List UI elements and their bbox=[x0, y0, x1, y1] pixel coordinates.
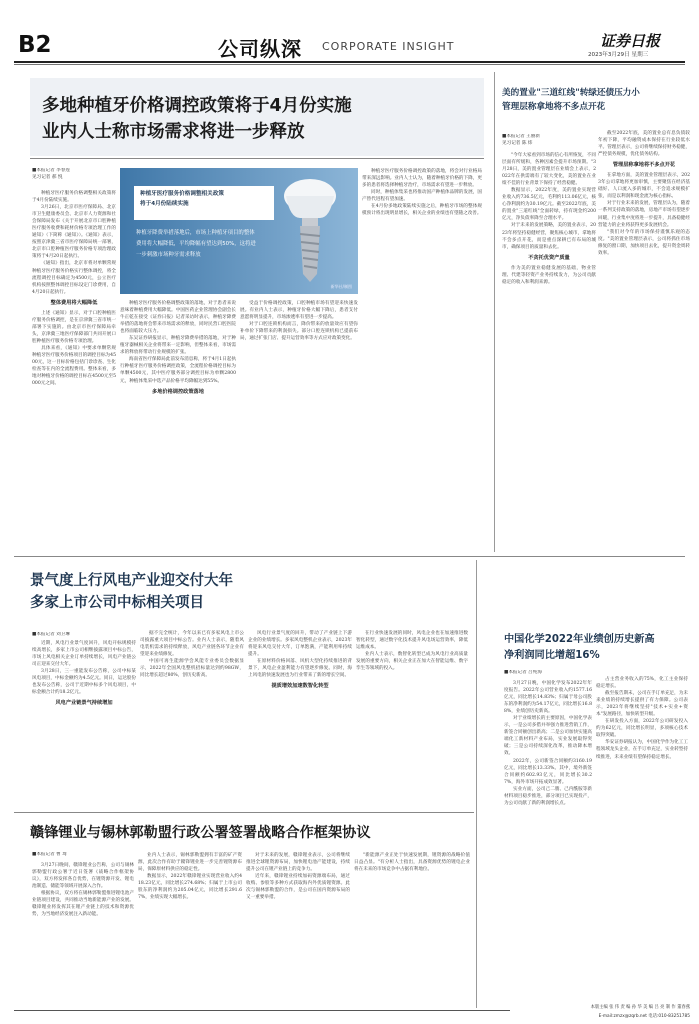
story4-paragraph: 对于业绩增长的主要原因，中国化学表示，一是公司多措并举强力推进营销工作，新签合同额创出新高；二是公司加快实施高端化工新材料产业布局，实业发展取得突破；三是公司持续深化改革，推动降本增效。 bbox=[504, 716, 592, 757]
story4-headline: 中国化学2022年业绩创历史新高 净利润同比增超16% bbox=[504, 634, 655, 661]
story5-paragraph: "新能源产业正处于快速发展期，锂资源的战略价值日益凸显。"有分析人士指出，具备资源优势的锂电企业将在未来的市场竞争中占据有利地位。 bbox=[354, 853, 470, 873]
footer-contact: E-mail:zmzx@zqrb.net 电话:010-83251785 bbox=[598, 1014, 690, 1019]
page-header bbox=[0, 0, 699, 62]
story1-paragraph: 对于口腔连锁机构而言，降价带来的放量效应有望弥补单价下降带来的利润损失。部分口腔连锁机构已提前布局，通过扩张门店、提升运营效率等方式应对政策变化。 bbox=[240, 322, 358, 342]
story4-col2 bbox=[596, 676, 688, 1008]
story3-headline: 景气度上行风电产业迎交付大年 多家上市公司中标相关项目 bbox=[30, 573, 233, 611]
story3-col1 bbox=[32, 640, 136, 808]
story1-byline: ■本报记者 李春莲 见习记者 郝 悦 bbox=[32, 168, 70, 180]
section-rule bbox=[14, 812, 474, 813]
story3-paragraph: 中国可再生能源学会风能专业委员会数据显示，2022年全国风电整机招标量达到约98GW，同比增长超过80%，创历史新高。 bbox=[140, 659, 244, 679]
story1-paragraph: 同时，种植体集采也将推动国产种植体品牌的发展，国产替代进程有望加速。 bbox=[362, 190, 482, 203]
story5-headline: 赣锋锂业与锡林郭勒盟行政公署签署战略合作框架协议 bbox=[30, 825, 371, 841]
story3-col3 bbox=[248, 630, 352, 808]
tooth-crown-lower bbox=[286, 196, 334, 218]
story1-col2 bbox=[120, 300, 236, 552]
story1-subhead: 多地价格调控政策落地 bbox=[152, 388, 204, 395]
story1-paragraph: 在4月份多地政策陆续实施之后，种植牙市场的整体规模预计将出现明显增长，相关企业的业绩也有望随之改善。 bbox=[362, 204, 482, 217]
page-number: B2 bbox=[18, 32, 52, 58]
story5-col1 bbox=[32, 862, 134, 1008]
story4-paragraph: 实业方面，公司己二腈、己内酰胺等新材料项目稳步推进，部分项目已实现投产，为公司贡献了新的利润增长点。 bbox=[504, 786, 592, 806]
story4-paragraph: 2022年，公司新签合同额约3160.19亿元，同比增长13.33%。其中，境外新签合同额约602.93亿元，同比增长30.27%，海外市场开拓成效显著。 bbox=[504, 758, 592, 785]
story1-paragraph: 具体来看，《通知》中要求单颗常规种植牙医疗服务价格项目的调控目标为4500元，这一目标价格包括门诊诊查、生化检查等在内的全流程费用。整体来看，多地对种植牙价格的调控目标在4500元至5000元之间。 bbox=[32, 345, 116, 387]
story2-paragraph: "我们对今年的市场保持谨慎乐观的态度。"美的置业管理层表示，公司将抓住市场修复的窗口期，加快项目去化，提升资金周转效率。 bbox=[598, 229, 690, 256]
story5-byline: ■本报记者 曹 琦 bbox=[32, 852, 67, 857]
story2-paragraph: 对于行业未来的发展，管理层认为，随着一系列支持政策的落地，房地产市场有望逐步回暖，行业集中度将进一步提升，具备稳健经营能力的企业将获得更多发展机会。 bbox=[598, 201, 690, 228]
story5-paragraph: 根据协议，双方将在锡林郭勒盟推进锂电池产业链项目建设，共同推动当地新能源产业的发展。赣锋锂业将发挥其在锂产业链上的技术和资源优势，为当地经济发展注入新动能。 bbox=[32, 891, 134, 918]
story3-col4 bbox=[356, 630, 468, 808]
story2-paragraph: "今年大家看到市场的信心有所恢复，不同层面有所缓和，各种因素会提升市场预期。"3月28日，美的置业管理层在业绩会上表示，2022年在供需端有了较大变化，美的置业在业绩不佳的行业背景下保持了经营稳健。 bbox=[502, 153, 596, 187]
infographic-title-box bbox=[134, 186, 274, 220]
story1-headline: 多地种植牙价格调控政策将于4月份实施 业内人士称市场需求将进一步释放 bbox=[42, 96, 352, 142]
story1-paragraph: 种植牙医疗服务价格调整相关政策将于4月份陆续实施。 bbox=[32, 191, 116, 204]
story3-paragraph: 近期，风电行业景气度回升，风电开标规模持续高增长，多家上市公司相继披露项目中标公告，市场上风电相关企业订单持续增长，风电产业链公司正迎来交付大年。 bbox=[32, 641, 136, 668]
story2-paragraph: 截至2022年底，美的置业总有息负债较年初下降，平均融资成本保持在行业较低水平。管理层表示，公司将继续保持财务稳健，严控债务规模，优化债务结构。 bbox=[598, 131, 690, 158]
story4-byline: ■本报记者 吕纯海 bbox=[504, 670, 542, 675]
issue-date: 2023年3月29日 星期三 bbox=[588, 52, 649, 58]
column-divider bbox=[494, 72, 495, 552]
story1-infographic bbox=[120, 168, 358, 294]
infographic-body: 种植牙降费举措落地后，市场上种植牙项目的整体费用将大幅降低，平均降幅有望达到50%，这将进一步刺激市场种牙需求释放 bbox=[136, 230, 256, 258]
story5-paragraph: 对于未来的发展，赣锋锂业表示，公司将继续推进全球锂资源布局，加快锂电池产能建设，持续提升公司在锂产业链上的竞争力。 bbox=[246, 853, 350, 873]
story3-paragraph: 在行业快速发展的同时，风电企业也在加速推进数智化转型，通过数字化技术提升风电场运营效率，降低运维成本。 bbox=[356, 631, 468, 651]
story1-paragraph: 种植牙医疗服务价格调整政策的落地，对于患者来说意味着种植费用大幅降低。中国医药企业管理协会副会长牛正乾在接受《证券日报》记者采访时表示，种植牙降费举措的落地将会带来市场需求的释放，同时民营口腔医院也将面临较大压力。 bbox=[120, 301, 236, 335]
story2-byline: ■本报记者 王丽新 见习记者 陈 炜 bbox=[502, 134, 540, 146]
story4-col1 bbox=[504, 680, 592, 1008]
header-rule bbox=[14, 61, 685, 63]
story2-paragraph: 作为美的置业稳健发展的基础，物业管理、代建等轻资产业务持续发力，为公司贡献稳定的收入和利润来源。 bbox=[502, 265, 596, 285]
story3-subhead: 风电产业链景气持续增加 bbox=[55, 700, 113, 707]
story1-col1 bbox=[32, 190, 116, 552]
story4-paragraph: 截至报告期末，公司在手订单充足，为未来业绩的持续增长提供了有力保障。公司表示，2023年将继续坚持"技术+实业+资本"发展路径，加快转型升级。 bbox=[596, 691, 688, 718]
tooth-implant-illustration bbox=[270, 174, 350, 286]
story5-paragraph: 近年来，赣锋锂业持续加码资源端布局，通过收购、参股等多种方式获取海内外优质锂资源。此次与锡林郭勒盟的合作，是公司在国内资源布局的又一重要举措。 bbox=[246, 874, 350, 901]
infographic-title-line2: 将于4月份陆续实施 bbox=[140, 201, 189, 207]
story5-col3 bbox=[246, 852, 350, 1008]
story1-subhead: 整体费用将大幅降低 bbox=[50, 299, 98, 306]
story1-paragraph: 《通知》指出，北京市将对单颗常规种植牙医疗服务价格实行整体调控，将全流程调控目标确定为4500元，公立医疗机构按照整体调控目标设定门诊费用，自4月20日起执行。 bbox=[32, 261, 116, 295]
story1-paragraph: 受益于价格调控政策，口腔种植市场有望迎来快速发展。有业内人士表示，种植牙价格大幅下降后，患者支付意愿将明显提升，市场渗透率有望进一步提高。 bbox=[240, 301, 358, 321]
column-divider bbox=[476, 560, 477, 1008]
story3-paragraph: 风电行业景气度的回升，带动了产业链上下游企业的业绩增长。多家风电整机企业表示，2023年将迎来风电交付大年，订单饱满，产能利用率持续提升。 bbox=[248, 631, 352, 658]
story2-col2 bbox=[598, 130, 690, 552]
story3-subhead: 提质增效加速数智化转型 bbox=[271, 683, 329, 690]
implant-abutment bbox=[302, 218, 318, 226]
story4-paragraph: 华安证券研报认为，中国化学作为化工工程领域龙头企业，在手订单充足，实业转型持续推进，未来业绩有望保持稳定增长。 bbox=[596, 740, 688, 760]
newspaper-logo: 证券日报 bbox=[600, 32, 661, 50]
story5-paragraph: 业内人士表示，锡林郭勒盟拥有丰富的矿产资源，此次合作有助于赣锋锂业进一步完善锂资源布局，保障原材料供应的稳定性。 bbox=[138, 853, 242, 873]
story4-paragraph: 占主营业务收入的75%，化工主业保持稳定增长。 bbox=[596, 677, 688, 690]
story2-col1 bbox=[502, 152, 596, 552]
story5-col4 bbox=[354, 852, 470, 1008]
story2-subhead: 不贪托优资产质量 bbox=[528, 254, 570, 261]
section-title: 公司纵深 bbox=[218, 37, 302, 61]
story4-paragraph: 3月27日晚，中国化学发布2022年年度报告。2022年公司营业收入约1577.16亿元，同比增长14.83%；归属于母公司股东的净利润约为54.17亿元，同比增长16.88%，业绩创历史新高。 bbox=[504, 681, 592, 715]
story5-paragraph: 数据显示，2022年赣锋锂业实现营业收入约418.23亿元，同比增长274.68%；归属于上市公司股东的净利润约为205.04亿元，同比增长291.67%，业绩实现大幅增长。 bbox=[138, 874, 242, 901]
story1-headline-rule bbox=[30, 158, 484, 159]
story4-paragraph: 在研发投入方面，2022年公司研发投入约为62亿元，同比增长明显，多项核心技术取得突破。 bbox=[596, 719, 688, 739]
header-rule-thin bbox=[14, 64, 685, 65]
section-title-en: CORPORATE INSIGHT bbox=[322, 40, 455, 53]
story1-paragraph: 3月26日，北京市医疗保障局、北京市卫生健康委员会、北京市人力资源和社会保障局发布《关于开展北京市口腔种植医疗服务收费和耗材价格专项治理工作的通知》（下简称《通知》）。《通知》表示，按照京津冀三省市医疗保障局统一部署，北京市口腔种植医疗服务价格专项治理政策将于4月20日起执行。 bbox=[32, 205, 116, 260]
story1-paragraph: 东吴证券研报显示，种植牙降费举措的落地，对于种植牙器械相关企业将带来一定影响，但整体来看，市场需求的释放将带动行业规模的扩张。 bbox=[120, 336, 236, 356]
infographic-title: 种植牙医疗服务价格调整相关政策 bbox=[140, 191, 224, 197]
story3-paragraph: 3月28日，三一重能发布公告称，公司中标某风电项目，中标金额约为4.5亿元。同日，运达股份也发布公告称，公司于近期中标多个风电项目，中标金额合计约18.2亿元。 bbox=[32, 669, 136, 696]
story3-paragraph: 业内人士表示，数智化转型已成为风电行业高质量发展的重要方向，相关企业正在加大在智能运维、数字孪生等领域的投入。 bbox=[356, 652, 468, 672]
story3-byline: ■本报记者 刘卫琳 bbox=[32, 632, 70, 637]
story3-paragraph: 在原材料价格回落、风机大型化持续推进的背景下，风电企业盈利能力有望逐步修复。同时，海上风电的快速发展也为行业带来了新的增长空间。 bbox=[248, 659, 352, 679]
story5-paragraph: 3月27日晚间，赣锋锂业公告称，公司与锡林郭勒盟行政公署于近日签署《战略合作框架协议》，双方将发挥各自优势，在锂资源开发、锂电池制造、储能等领域开展深入合作。 bbox=[32, 863, 134, 890]
story1-paragraph: 种植牙医疗服务价格调控政策的落地，将会对行业格局带来深远影响。业内人士认为，随着种植牙价格的下降，更多的患者将选择种植牙治疗，市场需求有望进一步释放。 bbox=[362, 169, 482, 189]
story1-col4 bbox=[362, 168, 482, 552]
infographic-credit: 新华社/制图 bbox=[330, 284, 352, 289]
story1-headline-box bbox=[30, 78, 484, 156]
story2-paragraph: 对于未来的发展策略，美的置业表示，2023年将坚持稳健经营，聚焦核心城市，拿地将不会多点开花，而是重点深耕已有布局的城市，确保项目的质量和去化。 bbox=[502, 223, 596, 250]
story1-paragraph: 海南省医疗保障局此前发布消息称，将于4月1日起执行种植牙医疗服务价格调控政策，全流程价格调控目标为单颗4500元，其中医疗服务部分调控目标为单颗2800元，种植体集采中选产品价格平均降幅达到55%。 bbox=[120, 357, 236, 384]
story1-col3 bbox=[240, 300, 358, 552]
footer-credits: 本版主编 张 伟 责 编 孙 华 美 编 吕 亮 制 作 董春燕 bbox=[510, 1004, 690, 1012]
story2-paragraph: 在拿地方面，美的置业管理层表示，2023年公司拿地将更加审慎，主要聚焦在经济基础好、人口流入多的城市，不会追求规模扩张，而是以利润和现金流为核心指标。 bbox=[598, 173, 690, 200]
story1-paragraph: 上述《通知》显示，对于口腔种植医疗服务价格调控，是在京津冀三省市统一部署下实施的。由北京市医疗保障局牵头，京津冀三地医疗保障部门共同开展口腔种植医疗服务价格专项治理。 bbox=[32, 310, 116, 344]
section-rule bbox=[14, 556, 685, 557]
story3-paragraph: 据不完全统计，今年以来已有多家风电上市公司披露重大项目中标公告。业内人士表示，随着风电装机需求的持续释放，风电产业链各环节企业有望迎来业绩修复。 bbox=[140, 631, 244, 658]
story2-headline: 美的置业"三道红线"转绿还债压力小 管理层称拿地将不多点开花 bbox=[502, 88, 640, 112]
story3-col2 bbox=[140, 630, 244, 808]
story5-col2 bbox=[138, 852, 242, 1008]
story2-paragraph: 数据显示，2022年度，美的置业实现营业收入约736.5亿元，毛利约113.06亿元，核心净利润约为30.19亿元。截至2022年底，美的置业"三道红线"全面转绿，持有现金约200亿元，净负债率降至合理水平。 bbox=[502, 188, 596, 222]
story2-subhead: 管理层称拿地将不多点开花 bbox=[612, 162, 676, 169]
